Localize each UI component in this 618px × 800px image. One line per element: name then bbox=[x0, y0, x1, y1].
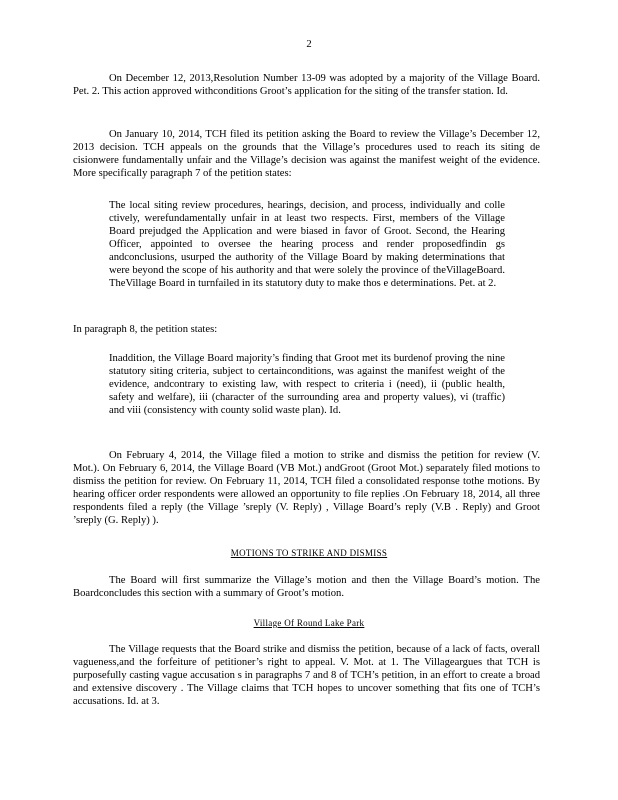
paragraph-text: The Village requests that the Board strike and dismiss the petition, because of a lack of facts, overall vagueness,and the forfeiture of petitioner’s right to appeal. V. Mot. at 1. The Villageargues that TCH is purposefully casting vague accusation s in paragraphs 7 and 8 of TCH’s petition, in an effort to create a broad and extensive discovery . The Village claims that TCH hopes to uncover something that fits one of TCH’s accusations. Id. at 3. bbox=[73, 644, 540, 707]
paragraph-text: On January 10, 2014, TCH filed its petition asking the Board to review the Village’s December 12, 2013 decision. TCH appeals on the grounds that the Village’s procedures used to reach its siting de cisionwere fundamentally unfair and the Village’s decision was against the manifest weight of the evidence. More specifically paragraph 7 of the petition states: bbox=[73, 129, 540, 179]
paragraph-text: On February 4, 2014, the Village filed a motion to strike and dismiss the petition for review (V. Mot.). On February 6, 2014, the Village Board (VB Mot.) andGroot (Groot Mot.) separately filed motions to dismiss the petition for review. On February 11, 2014, TCH filed a consolidated response tothe motions. By hearing officer order respondents were allowed an opportunity to file replies .On February 18, 2014, all three respondents filed a reply (the Village ’sreply (V. Reply) , Village Board’s reply (V.B . Reply) and Groot ’sreply (G. Reply) ). bbox=[73, 450, 540, 526]
paragraph-resolution bbox=[73, 72, 540, 98]
paragraph-summary-intro bbox=[73, 574, 540, 600]
section-heading-text: MOTIONS TO STRIKE AND DISMISS bbox=[230, 548, 388, 558]
section-heading bbox=[0, 547, 618, 560]
paragraph-village-motion bbox=[73, 643, 540, 708]
page-number: 2 bbox=[306, 39, 312, 50]
subsection-heading-text: Village Of Round Lake Park bbox=[253, 618, 365, 628]
quote-text: Inaddition, the Village Board majority’s finding that Groot met its burdenof proving the nine statutory siting criteria, subject to certainconditions, was against the manifest weight of the evidence, andcontrary to existing law, with respect to criteria i (need), ii (public health, safety and welfare), iii (character of the surrounding area and property values), vi (traffic) and viii (consistency with county solid waste plan). Id. bbox=[109, 353, 505, 416]
paragraph-text: In paragraph 8, the petition states: bbox=[73, 324, 218, 335]
block-quote-paragraph-8 bbox=[109, 352, 505, 417]
subsection-heading bbox=[0, 617, 618, 630]
paragraph-text: On December 12, 2013,Resolution Number 13-09 was adopted by a majority of the Village Board. Pet. 2. This action approved withconditions Groot’s application for the siting of the transfer station. Id. bbox=[73, 73, 540, 97]
paragraph-8-intro bbox=[73, 323, 540, 336]
paragraph-petition-filed bbox=[73, 128, 540, 180]
paragraph-motions-filed bbox=[73, 449, 540, 527]
block-quote-paragraph-7 bbox=[109, 199, 505, 290]
quote-text: The local siting review procedures, hearings, decision, and process, individually and colle ctively, werefundamentally unfair in at least two respects. First, members of the Village Board prejudged the Application and were biased in favor of Groot. Second, the Hearing Officer, appointed to oversee the hearing process and render proposedfindin gs andconclusions, usurped the authority of the Village Board by making determinations that were beyond the scope of his authority and that were solely the province of theVillageBoard. TheVillage Board in turnfailed in its statutory duty to make thos e determinations. Pet. at 2. bbox=[109, 200, 505, 289]
paragraph-text: The Board will first summarize the Village’s motion and then the Village Board’s motion. The Boardconcludes this section with a summary of Groot’s motion. bbox=[73, 575, 540, 599]
